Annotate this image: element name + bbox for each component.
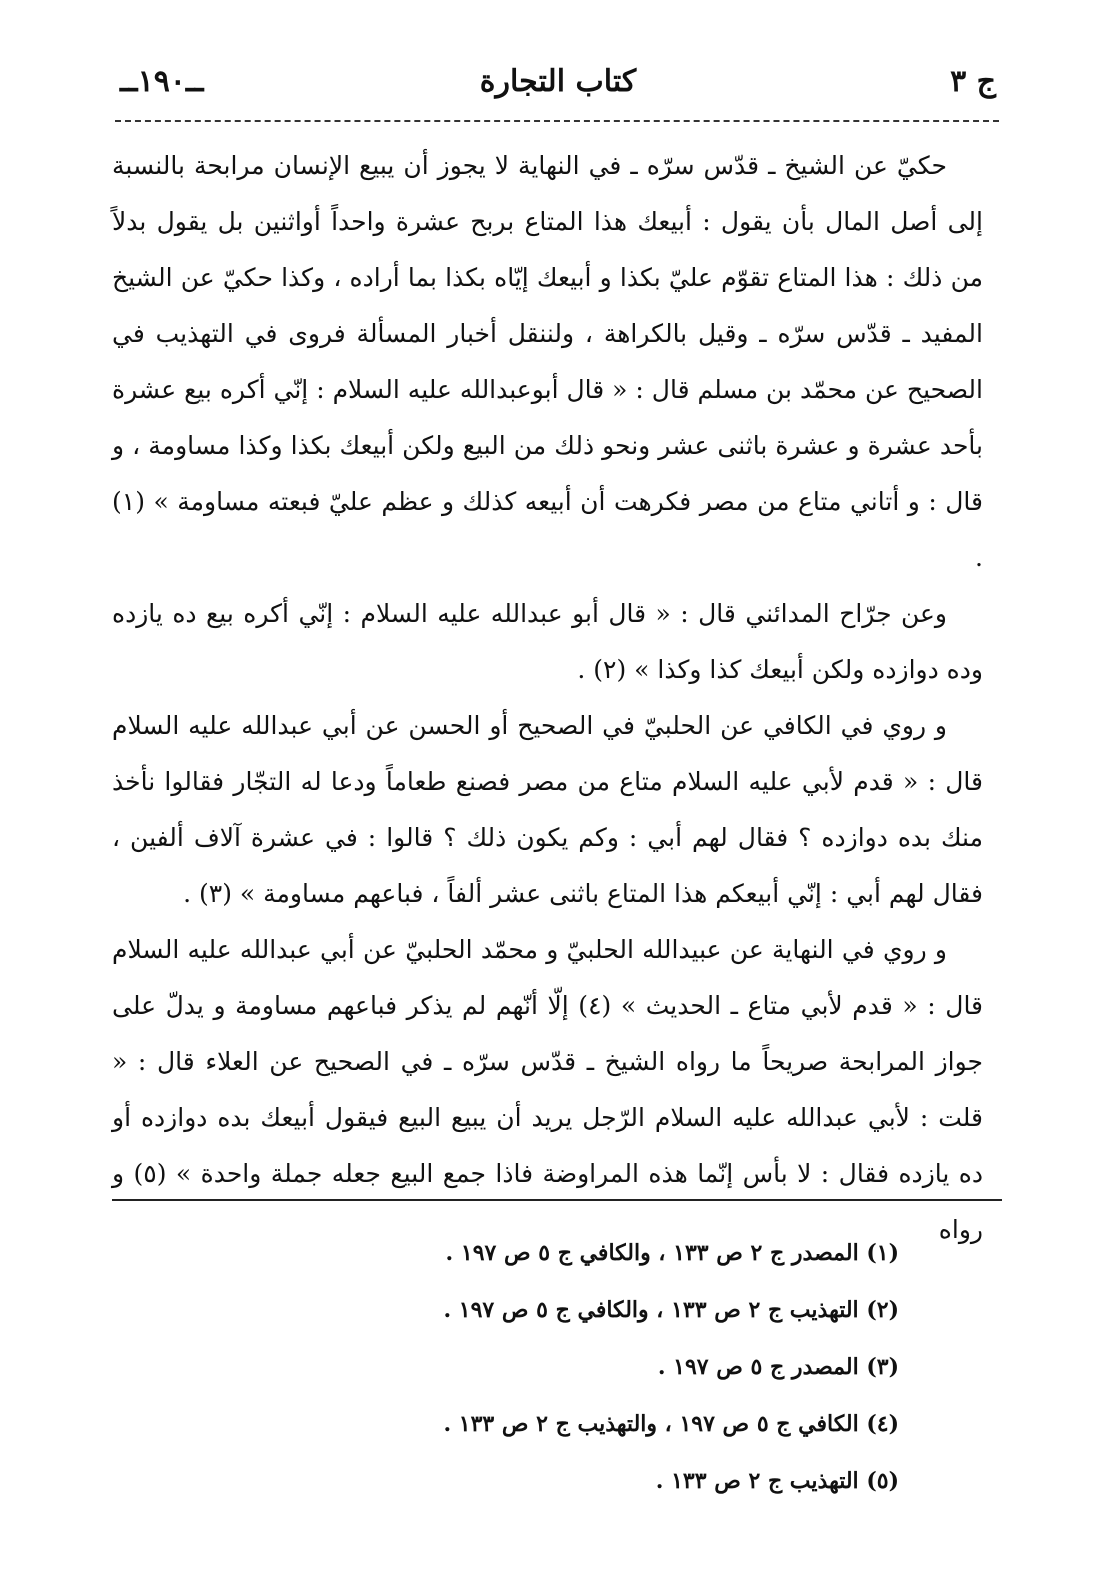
footnote-divider — [112, 1199, 1002, 1201]
body-text — [112, 138, 983, 1258]
footnote-item: (٣) المصدر ج ٥ ص ١٩٧ . — [657, 1354, 899, 1380]
footnote-item: (٥) التهذيب ج ٢ ص ١٣٣ . — [655, 1468, 899, 1494]
footnote-item: (١) المصدر ج ٢ ص ١٣٣ ، والكافي ج ٥ ص ١٩٧ . — [445, 1240, 899, 1266]
book-title: كتاب التجارة — [479, 64, 637, 99]
footnotes — [200, 1225, 899, 1510]
page-number: ــ١٩٠ــ — [120, 64, 204, 99]
paragraph: حكيّ عن الشيخ ـ قدّس سرّه ـ في النهاية لا يجوز أن يبيع الإنسان مرابحة بالنسبة إلى أصل المال بأن يقول : أبيعك هذا المتاع بربح عشرة واحداً أواثنين بل يقول بدلاً من ذلك : هذا المتاع تقوّم عليّ بكذا و أبيعك إيّاه بكذا بما أراده ، وكذا حكيّ عن الشيخ المفيد ـ قدّس سرّه ـ وقيل بالكراهة ، ولننقل أخبار المسألة فروى في التهذيب في الصحيح عن محمّد بن مسلم قال : « قال أبوعبدالله عليه السلام : إنّي أكره بيع عشرة بأحد عشرة و عشرة باثنى عشر ونحو ذلك من البيع ولكن أبيعك بكذا وكذا مساومة ، و قال : و أتاني متاع من مصر فكرهت أن أبيعه كذلك و عظم عليّ فبعته مساومة » (١) . — [112, 151, 983, 572]
footnote-item: (٢) التهذيب ج ٢ ص ١٣٣ ، والكافي ج ٥ ص ١٩٧ . — [443, 1297, 899, 1323]
volume-label: ج ٣ — [950, 64, 996, 99]
paragraph: وعن جرّاح المدائني قال : « قال أبو عبدالله عليه السلام : إنّي أكره بيع ده يازده وده دوازده ولكن أبيعك كذا وكذا » (٢) . — [112, 599, 983, 684]
page-header — [120, 62, 996, 112]
header-divider — [115, 120, 999, 122]
footnote-item: (٤) الكافي ج ٥ ص ١٩٧ ، والتهذيب ج ٢ ص ١٣٣ . — [443, 1411, 899, 1437]
paragraph: و روي في الكافي عن الحلبيّ في الصحيح أو الحسن عن أبي عبدالله عليه السلام قال : « قدم لأبي عليه السلام متاع من مصر فصنع طعاماً ودعا له التجّار فقالوا نأخذ منك بده دوازده ؟ فقال لهم أبي : وكم يكون ذلك ؟ قالوا : في عشرة آلاف ألفين ، فقال لهم أبي : إنّي أبيعكم هذا المتاع باثنى عشر ألفاً ، فباعهم مساومة » (٣) . — [112, 711, 983, 908]
paragraph: و روي في النهاية عن عبيدالله الحلبيّ و محمّد الحلبيّ عن أبي عبدالله عليه السلام قال : « قدم لأبي متاع ـ الحديث » (٤) إلّا أنّهم لم يذكر فباعهم مساومة و يدلّ على جواز المرابحة صريحاً ما رواه الشيخ ـ قدّس سرّه ـ في الصحيح عن العلاء قال : « قلت : لأبي عبدالله عليه السلام الرّجل يريد أن يبيع البيع فيقول أبيعك بده دوازده أو ده يازده فقال : لا بأس إنّما هذه المراوضة فاذا جمع البيع جعله جملة واحدة » (٥) و رواه — [112, 935, 984, 1244]
